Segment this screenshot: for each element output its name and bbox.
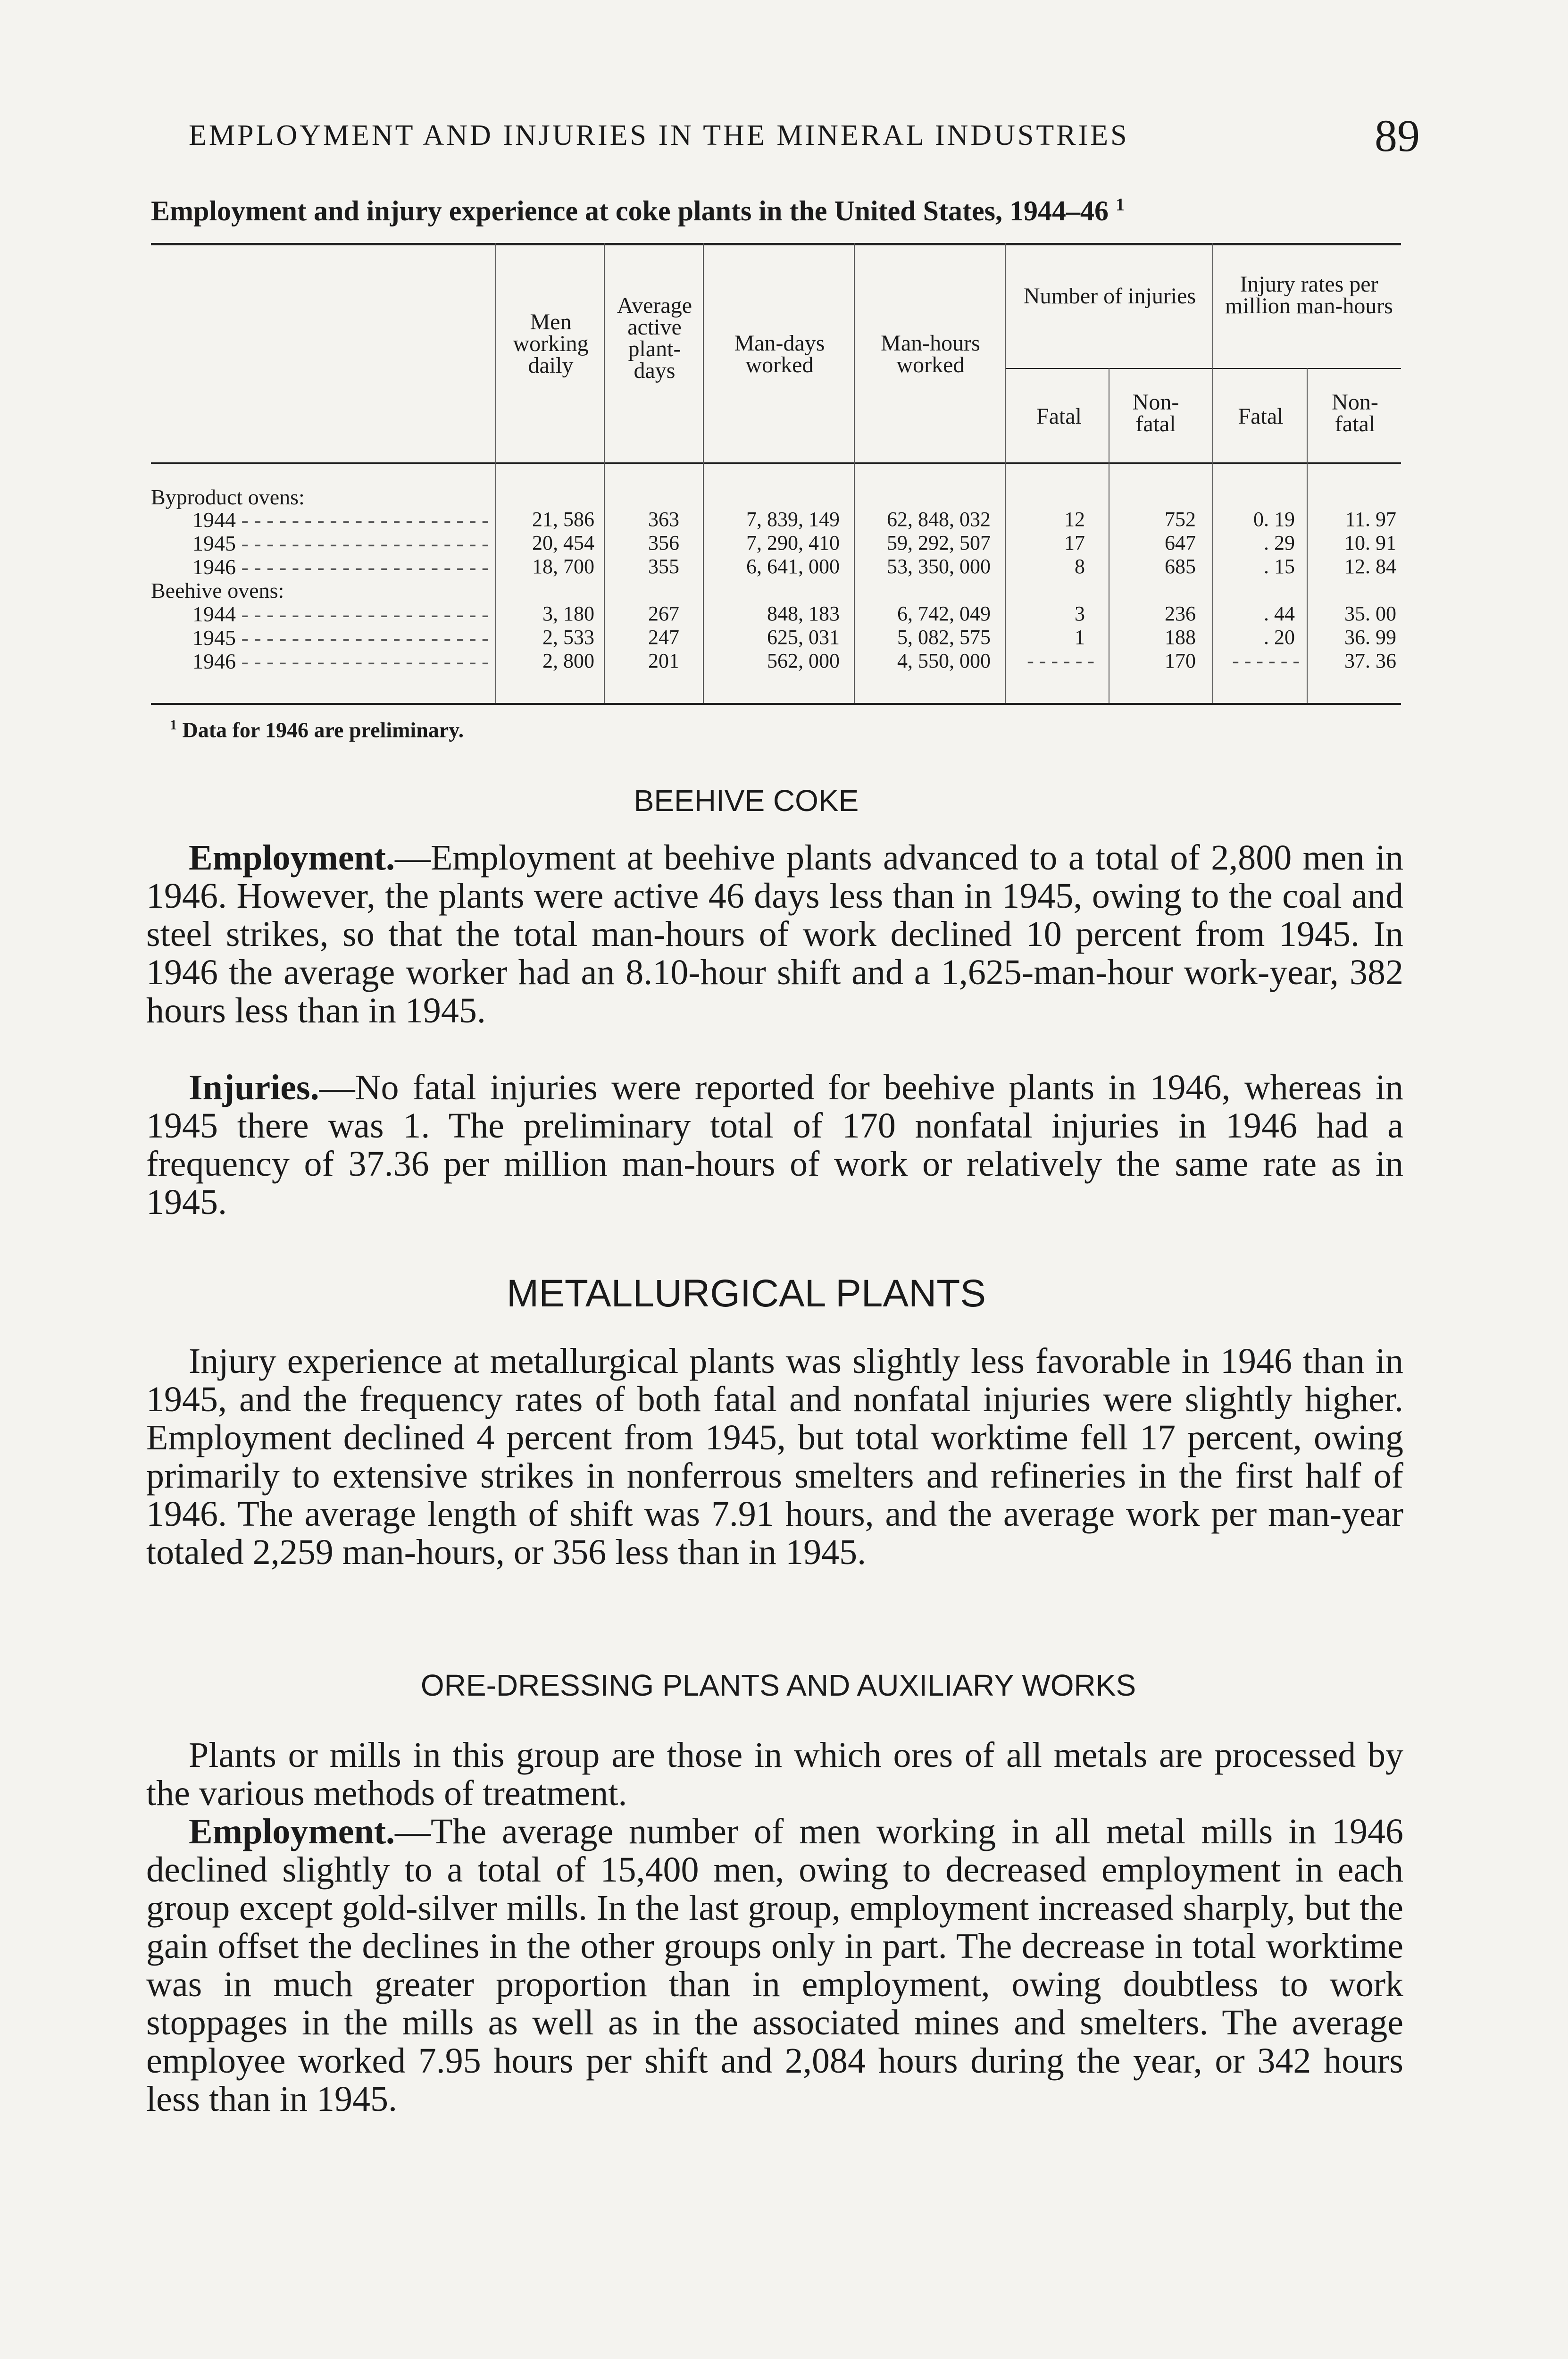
cell-men: 2, 800 [542,649,594,672]
injuries-subheader-rule [1005,368,1401,369]
cell-man-hours: 6, 742, 049 [897,602,991,625]
injuries-text: —No fatal injuries were reported for beehive plants in 1946, whereas in 1945 there was 1. The preliminary total of 170 nonfatal injuries in 1946 had a frequency of 37.36 per million man-hours of work or relatively the same rate as in 1945. [146,1068,1403,1222]
cell-fatal: 3 [1075,602,1085,625]
employment-text: —The average number of men working in all metal mills in 1946 declined slightly to a total of 15,400 men, owing to decreased employment in each group except gold-silver mills. In the last group, employment increased sharply, but the gain offset the declines in the other groups only in part. The decrease in total worktime was in much greater proportion than in employment, owing doubtless to work stoppages in the mills as well as in the associated mines and smelters. The average employee worked 7.95 hours per shift and 2,084 hours during the year, or 342 hours less than in 1945. [146,1812,1403,2119]
cell-nonfatal: 647 [1165,531,1196,554]
column-divider [1212,243,1213,703]
ore-dressing-employment-paragraph [146,1813,1403,2118]
employment-label: Employment. [189,1812,395,1851]
cell-nonfatal: 170 [1165,649,1196,672]
cell-rate-nonfatal: 37. 36 [1344,649,1396,672]
row-year: 1944 - - - [192,507,489,532]
cell-nonfatal: 685 [1165,555,1196,578]
cell-man-days: 7, 839, 149 [746,508,840,531]
cell-days: 247 [648,626,679,649]
cell-fatal: 17 [1064,531,1085,554]
footnote-ref: 1 [170,717,177,733]
cell-rate-fatal: . 44 [1264,602,1295,625]
cell-days: 356 [648,531,679,554]
page-number: 89 [1375,110,1420,161]
cell-rate-nonfatal: 12. 84 [1344,555,1396,578]
cell-men: 3, 180 [542,602,594,625]
coke-plants-table [151,243,1401,705]
column-divider [854,243,855,703]
table-footnote [170,717,464,742]
column-divider [495,243,496,703]
cell-rate-fatal: . 29 [1264,531,1295,554]
cell-fatal-blank [1009,649,1094,673]
header-rate-nonfatal: Non-fatal [1332,390,1378,436]
cell-man-days: 625, 031 [767,626,840,649]
cell-days: 201 [648,649,679,672]
column-divider [1005,243,1006,703]
cell-fatal: 1 [1075,626,1085,649]
header-bottom-rule [151,462,1401,464]
header-fatal: Fatal [1036,404,1082,429]
beehive-employment-paragraph [146,839,1403,1030]
cell-rate-nonfatal: 11. 97 [1345,508,1396,531]
cell-nonfatal: 752 [1165,508,1196,531]
table-caption-footnote-ref: 1 [1115,195,1125,215]
cell-man-hours: 62, 848, 032 [887,508,991,531]
row-year: 1946 - - - [192,554,489,579]
section-heading-metallurgical: METALLURGICAL PLANTS [506,1272,986,1315]
cell-days: 267 [648,602,679,625]
cell-rate-nonfatal: 35. 00 [1344,602,1396,625]
cell-nonfatal: 236 [1165,602,1196,625]
cell-days: 363 [648,508,679,531]
cell-rate-fatal-blank [1217,649,1300,673]
header-rate-fatal: Fatal [1238,404,1284,429]
cell-fatal: 12 [1064,508,1085,531]
injuries-label: Injuries. [189,1068,319,1107]
cell-rate-nonfatal: 36. 99 [1344,626,1396,649]
section-heading-beehive: BEEHIVE COKE [634,784,859,818]
row-year: 1946 - - - [192,649,489,674]
beehive-injuries-paragraph [146,1069,1403,1221]
cell-rate-fatal: . 20 [1264,626,1295,649]
header-number-of-injuries: Number of injuries [1023,284,1196,309]
running-head [189,109,1420,161]
header-active-plant-days: Average active plant-days [617,293,692,383]
cell-men: 20, 454 [532,531,594,554]
table-caption-text: Employment and injury experience at coke plants in the United States, 1944–46 [151,195,1109,226]
table-bottom-rule [151,703,1401,705]
cell-man-hours: 5, 082, 575 [897,626,991,649]
row-year: 1945 - - - [192,531,489,556]
cell-man-hours: 4, 550, 000 [897,649,991,672]
cell-man-hours: 59, 292, 507 [887,531,991,554]
running-title: EMPLOYMENT AND INJURIES IN THE MINERAL INDUSTRIES [189,119,1129,151]
column-divider [1307,368,1308,703]
group-label: Beehive ovens: [151,578,284,602]
table-caption [151,194,1443,227]
header-man-hours: Man-hours worked [881,331,980,377]
row-year: 1945 - - - [192,625,489,650]
cell-men: 2, 533 [542,626,594,649]
column-divider [703,243,704,703]
header-nonfatal: Non-fatal [1132,390,1179,436]
cell-man-days: 6, 641, 000 [746,555,840,578]
header-man-days: Man-days worked [734,331,825,377]
employment-text: —Employment at beehive plants advanced to a total of 2,800 men in 1946. However, the plants were active 46 days less than in 1945, owing to the coal and steel strikes, so that the total man-hours of work declined 10 percent from 1945. In 1946 the average worker had an 8.10-hour shift and a 1,625-man-hour work-year, 382 hours less than in 1945. [146,838,1403,1030]
cell-man-days: 562, 000 [767,649,840,672]
cell-men: 21, 586 [532,508,594,531]
ore-dressing-intro-paragraph: Plants or mills in this group are those in which ores of all metals are processed by the various methods of treatment. [146,1735,1403,1813]
header-men-working-daily: Men working daily [513,310,589,378]
cell-man-hours: 53, 350, 000 [887,555,991,578]
cell-men: 18, 700 [532,555,594,578]
cell-rate-fatal: 0. 19 [1253,508,1295,531]
employment-label: Employment. [189,838,395,878]
cell-days: 355 [648,555,679,578]
row-year: 1944 - - - [192,602,489,627]
column-divider [604,243,605,703]
cell-fatal: 8 [1075,555,1085,578]
section-heading-ore-dressing: ORE-DRESSING PLANTS AND AUXILIARY WORKS [420,1668,1136,1702]
group-label: Byproduct ovens: [151,485,305,509]
cell-nonfatal: 188 [1165,626,1196,649]
metallurgical-paragraph: Injury experience at metallurgical plants was slightly less favorable in 1946 than in 1945, and the frequency rates of both fatal and nonfatal injuries were slightly higher. Employment declined 4 percent from 1945, but total worktime fell 17 percent, owing primarily to extensive strikes in nonferrous smelters and refineries in the first half of 1946. The average length of shift was 7.91 hours, and the average work per man-year totaled 2,259 man-hours, or 356 less than in 1945. [146,1341,1403,1572]
cell-rate-fatal: . 15 [1264,555,1295,578]
cell-man-days: 7, 290, 410 [746,531,840,554]
footnote-text: Data for 1946 are preliminary. [182,718,464,742]
cell-rate-nonfatal: 10. 91 [1344,531,1396,554]
header-injury-rates: Injury rates per million man-hours [1225,272,1393,318]
cell-man-days: 848, 183 [767,602,840,625]
table-top-rule [151,243,1401,245]
